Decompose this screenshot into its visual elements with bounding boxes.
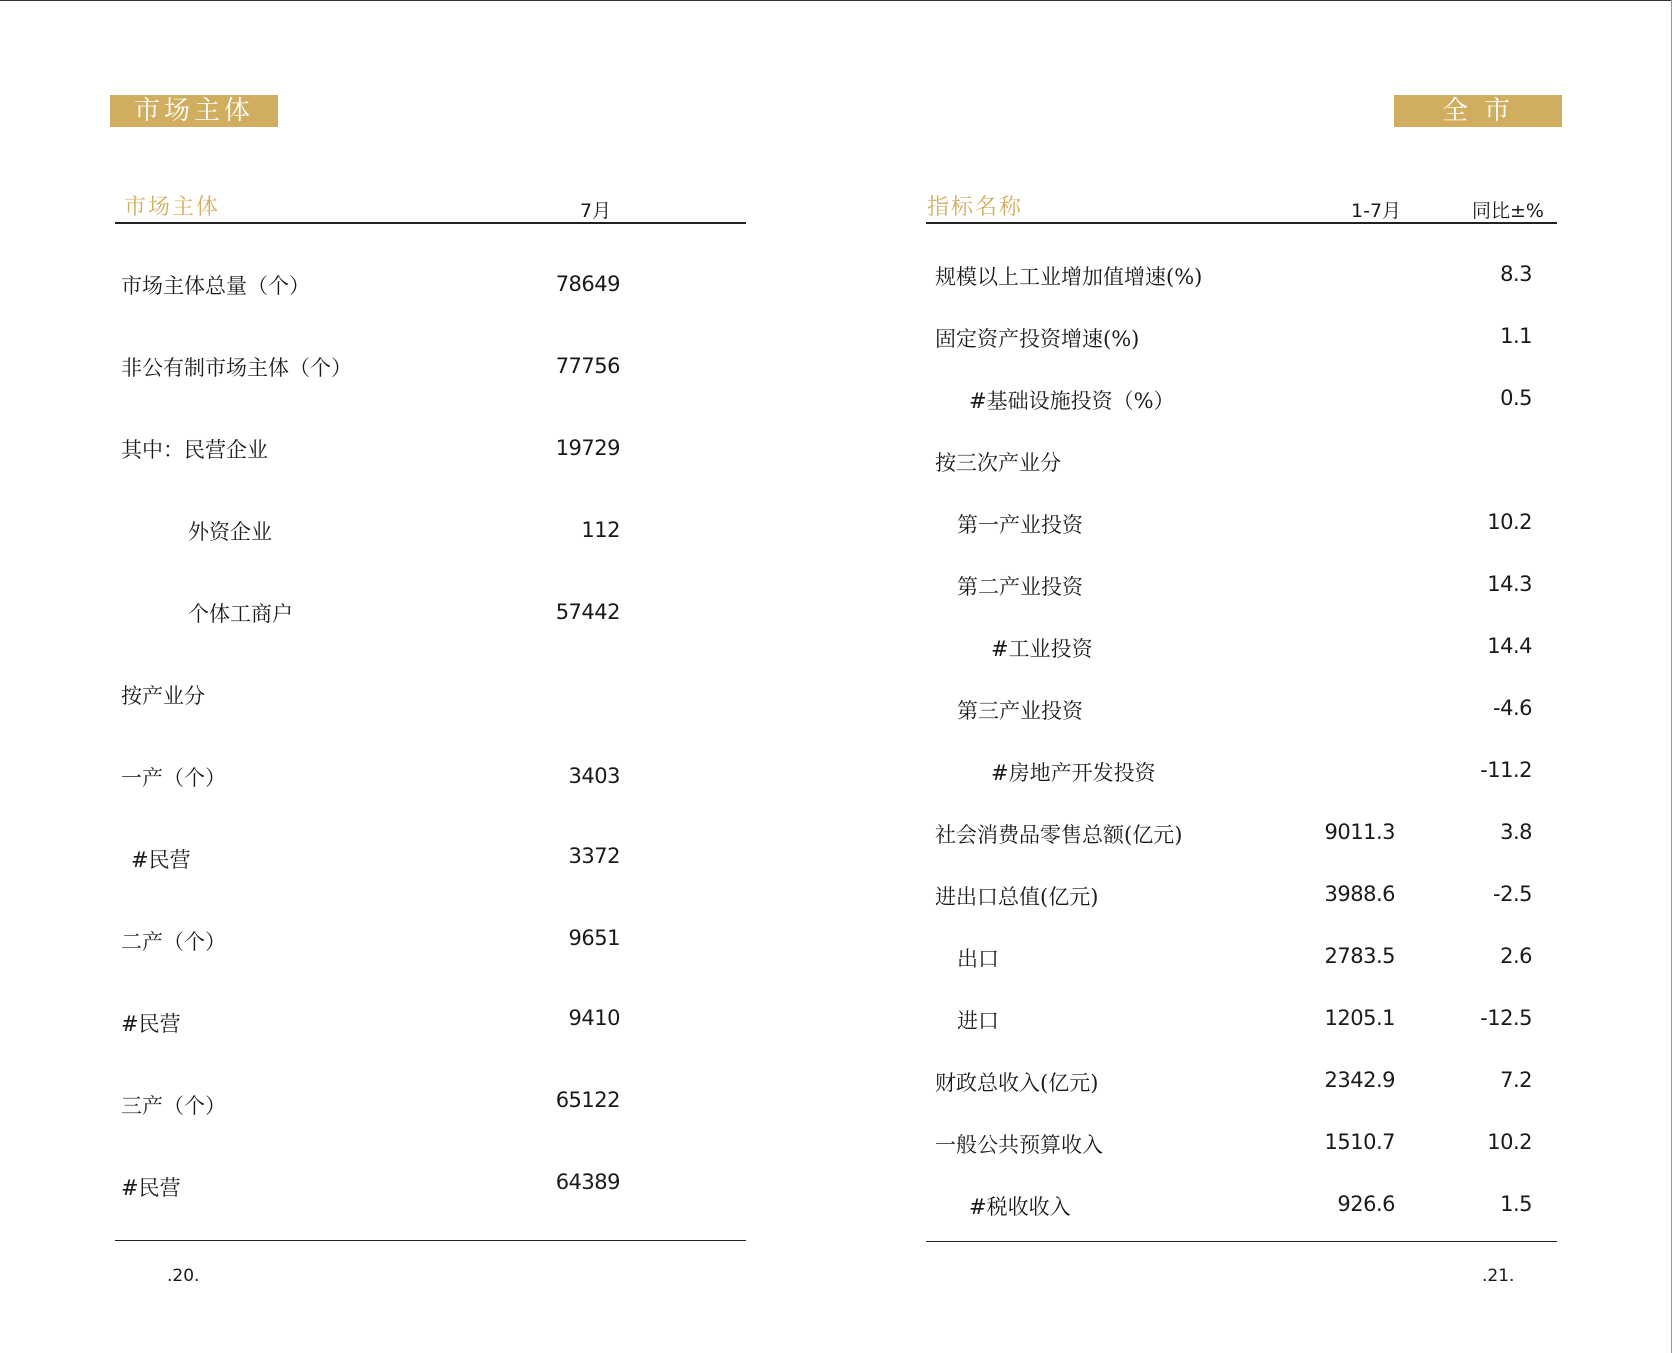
right-row-label: 社会消费品零售总额(亿元)	[935, 823, 1183, 847]
left-row-value: 9651	[568, 926, 620, 950]
right-row-label: 出口	[957, 947, 999, 971]
right-row-label: 第一产业投资	[957, 513, 1083, 537]
left-row-value: 112	[581, 518, 620, 542]
left-table-bottom-rule	[115, 1240, 746, 1241]
right-row-label: #税收收入	[969, 1195, 1071, 1219]
left-row-label: 三产（个）	[121, 1094, 226, 1118]
right-row-yoy: 1.5	[1500, 1192, 1532, 1216]
left-row-label: 按产业分	[121, 684, 205, 708]
right-row-yoy: 14.4	[1487, 634, 1532, 658]
left-row-value: 9410	[568, 1006, 620, 1030]
left-row-value: 78649	[555, 272, 620, 296]
right-row-yoy: -11.2	[1480, 758, 1532, 782]
right-row-yoy: 10.2	[1487, 510, 1532, 534]
right-row-period-value: 2342.9	[1324, 1068, 1395, 1092]
right-row-label: 第三产业投资	[957, 699, 1083, 723]
left-row-label: 其中：民营企业	[121, 438, 268, 462]
left-row-label: 市场主体总量（个）	[121, 274, 310, 298]
right-row-yoy: 14.3	[1487, 572, 1532, 596]
left-row-value: 19729	[555, 436, 620, 460]
right-table-top-rule	[926, 222, 1557, 224]
left-row-value: 3403	[568, 764, 620, 788]
right-row-yoy: -4.6	[1493, 696, 1532, 720]
right-row-yoy: 10.2	[1487, 1130, 1532, 1154]
right-row-label: 第二产业投资	[957, 575, 1083, 599]
right-row-yoy: 7.2	[1500, 1068, 1532, 1092]
right-row-label: 财政总收入(亿元)	[935, 1071, 1099, 1095]
left-row-label: 个体工商户	[188, 602, 293, 626]
left-row-label: 二产（个）	[121, 930, 226, 954]
left-table-header-month: 7月	[580, 200, 612, 222]
right-row-period-value: 2783.5	[1324, 944, 1395, 968]
left-table-top-rule	[115, 222, 746, 224]
right-row-label: #工业投资	[991, 637, 1093, 661]
left-row-label: #民营	[121, 1012, 181, 1036]
right-row-label: 按三次产业分	[935, 451, 1061, 475]
right-row-period-value: 1205.1	[1324, 1006, 1395, 1030]
right-row-yoy: -2.5	[1493, 882, 1532, 906]
right-row-yoy: 2.6	[1500, 944, 1532, 968]
right-row-label: 进口	[957, 1009, 999, 1033]
right-page-number: .21.	[1482, 1266, 1515, 1286]
left-row-value: 77756	[555, 354, 620, 378]
left-row-label: 非公有制市场主体（个）	[121, 356, 352, 380]
right-page-section-tag: 全市	[1394, 95, 1562, 127]
right-row-label: 进出口总值(亿元)	[935, 885, 1099, 909]
right-row-period-value: 1510.7	[1324, 1130, 1395, 1154]
right-row-label: 一般公共预算收入	[935, 1133, 1103, 1157]
left-page-number: .20.	[167, 1266, 200, 1286]
right-table-bottom-rule	[926, 1241, 1557, 1242]
left-row-value: 65122	[555, 1088, 620, 1112]
right-row-period-value: 9011.3	[1324, 820, 1395, 844]
right-table-header-label: 指标名称	[927, 195, 1024, 220]
left-row-label: 外资企业	[188, 520, 272, 544]
right-row-yoy: 3.8	[1500, 820, 1532, 844]
right-row-yoy: 8.3	[1500, 262, 1532, 286]
right-row-yoy: 1.1	[1500, 324, 1532, 348]
right-row-yoy: -12.5	[1480, 1006, 1532, 1030]
left-row-value: 3372	[568, 844, 620, 868]
left-table-header-label: 市场主体	[124, 195, 221, 220]
right-row-period-value: 926.6	[1337, 1192, 1395, 1216]
right-table-header-yoy: 同比±%	[1472, 200, 1544, 222]
left-row-label: #民营	[121, 1176, 181, 1200]
right-row-label: #房地产开发投资	[991, 761, 1156, 785]
left-row-value: 64389	[555, 1170, 620, 1194]
right-table-header-period: 1-7月	[1351, 200, 1402, 222]
right-row-period-value: 3988.6	[1324, 882, 1395, 906]
right-row-label: 固定资产投资增速(%)	[935, 327, 1140, 351]
left-row-label: 一产（个）	[121, 766, 226, 790]
page-top-border	[0, 0, 1672, 1]
left-page-section-tag: 市场主体	[110, 95, 278, 127]
right-row-label: #基础设施投资（%）	[969, 389, 1175, 413]
left-row-label: #民营	[131, 848, 191, 872]
right-row-yoy: 0.5	[1500, 386, 1532, 410]
left-row-value: 57442	[555, 600, 620, 624]
right-row-label: 规模以上工业增加值增速(%)	[935, 265, 1203, 289]
